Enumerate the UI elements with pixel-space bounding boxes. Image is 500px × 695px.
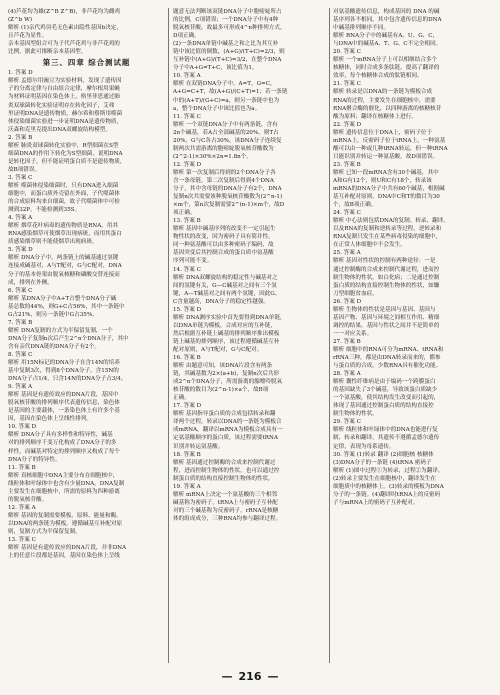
- text-line: 解析 生物体的性状是基因与基因、基因与: [333, 306, 436, 313]
- text-line: 制两次共需游离的胞嘧啶脱氧核苷酸数为: [173, 145, 274, 152]
- text-line: 核糖体，同时合成多条肽链，提高了翻译的: [333, 65, 440, 72]
- text-line: 解析 mRNA上决定一个氨基酸的三个相邻: [173, 491, 278, 498]
- text-line: 体现了基因通过控制蛋白质的结构直接控: [333, 403, 434, 410]
- text-line: DNA分子的特异性。: [8, 456, 61, 463]
- text-line: 与蛋白质的合成，少数RNA具有催化功能。: [333, 363, 442, 370]
- text-line: rRNA三种，都是由DNA转录而来的，都参: [333, 355, 441, 362]
- text-line: 对的三个碱基称为反密码子，rRNA是核糖: [173, 507, 279, 514]
- text-line: 解析 基因是有遗传效应的DNA片段，基因中: [8, 392, 119, 399]
- text-line: 解析 (1)图中过程①为转录，过程②为翻译。: [333, 467, 444, 474]
- text-line: 因，基因在染色体上呈线性排列。: [8, 416, 92, 423]
- text-line: 解析 一个双链DNA分子中有两条链，含有: [173, 121, 278, 128]
- text-line: 16. 答案 B: [173, 355, 201, 362]
- column-divider: [329, 8, 330, 663]
- text-line: 8. 答案 C: [8, 351, 33, 358]
- text-line: 脱氧核苷酸，故最多可形成4^n种排列方式，: [173, 25, 286, 32]
- text-line: RNA复制只发生在某些病毒侵染的细胞中，: [333, 234, 442, 241]
- text-line: 项正确。: [173, 210, 196, 217]
- text-line: 里证明DNA是遗传物质，赫尔希和蔡斯用噬菌: [8, 110, 123, 117]
- text-line: 解析 真核细胞中DNA主要分布在细胞核中，: [8, 472, 119, 479]
- text-line: 以DNA的两条链为模板，遵循碱基互补配对原: [8, 520, 123, 527]
- text-line: 主要发生在细胞核中，所需的原料为四种游离: [8, 488, 120, 495]
- text-line: 6. 答案 C: [8, 287, 33, 294]
- text-line: 的合成原料均来自细菌，故子代噬菌体中可检: [8, 199, 120, 206]
- text-line: 脱氧核苷酸的排列顺序代表遗传信息，染色体: [8, 400, 120, 407]
- text-line: (2^2-1)×30%×2n=1.8n个。: [173, 153, 252, 160]
- text-line: 的比例，C项错误；一个DNA分子中有4种: [173, 17, 279, 24]
- text-line: 解析 细胞中的RNA可分为mRNA、tRNA和: [333, 346, 444, 353]
- text-line: 解析 由题意可知，该DNA片段含有两条: [173, 363, 273, 370]
- text-line: 解析 在双链DNA分子中，A=T，G=C，: [173, 81, 276, 88]
- text-line: 一个氨基酸，使其结构发生改变而引起的，: [333, 395, 440, 402]
- text-line: 解析 基因中碱基序列的改变不一定引起生: [173, 226, 276, 233]
- text-line: 比例，据此可推断亲本基因型。: [8, 49, 87, 56]
- text-line: 在正常人体细胞中不会发生。: [333, 242, 406, 249]
- text-line: 12. 答案 A: [8, 504, 36, 511]
- text-line: 解析 线粒体和叶绿体中的DNA也能进行复: [333, 427, 438, 434]
- text-line: 细菌DNA的作用下转化为S型细菌，说明DNA: [8, 150, 123, 157]
- text-line: 26. 答案 D: [333, 298, 362, 305]
- text-line: 解析 一个mRNA分子上可以相继结合多个: [333, 57, 438, 64]
- text-line: 解析 中心法则包括DNA的复制、转录、翻译，: [333, 218, 449, 225]
- text-line: 一一对应关系。: [333, 330, 373, 337]
- text-line: 解析 DNA分子具有多样性和特异性，碱基: [8, 432, 113, 439]
- text-line: 分子，其中含母链的DNA分子有2个，DNA: [173, 186, 282, 193]
- text-line: 基总数的44%，则G+C占56%，其中一条链中: [8, 303, 125, 310]
- text-line: 酸可以由一种或几种tRNA转运，但一种tRNA: [333, 145, 448, 152]
- text-line: 解析 烟草花叶病毒的遗传物质是RNA，用其: [8, 223, 119, 230]
- text-line: 18. 答案 B: [173, 451, 201, 458]
- text-line: 30. 答案 (1)转录 翻译 (2)细胞核 核糖体: [333, 451, 434, 458]
- text-line: 链中该比值的倒数，(A+G)/(T+C)=2/3，则: [173, 49, 285, 56]
- text-line: 解析 肺炎双球菌转化实验中，R型细菌在S型: [8, 142, 119, 149]
- text-line: 通过控制酶的合成来控制代谢过程，进而控: [333, 266, 440, 273]
- text-line: 物性状的改变，因为密码子具有简并性，: [173, 234, 274, 241]
- text-line: (2)一条DNA单链中碱基之和之比为其互补: [173, 41, 279, 48]
- text-line: 酸为原料；翻译在核糖体上进行。: [333, 113, 417, 120]
- text-line: a，整个DNA分子中该比值也为a。: [173, 105, 261, 112]
- text-line: 炎双球菌转化实验证明存在转化因子，艾弗: [8, 102, 115, 109]
- column-2: [173, 8, 325, 523]
- text-line: 中碱基排列顺序不同。: [333, 25, 389, 32]
- text-line: 14. 答案 C: [173, 266, 201, 273]
- text-line: 细胞中，而蛋白质外壳留在外面，子代噬菌体: [8, 191, 120, 198]
- text-line: mRNA上，反密码子位于tRNA上，一种氨基: [333, 137, 446, 144]
- text-line: 细胞质中的核糖体上。(3)转录的模板为DNA: [333, 483, 444, 490]
- text-line: 15. 答案 D: [173, 306, 202, 313]
- text-line: 链，其碱基数为2×(a+b)，复制n次后共形: [173, 371, 280, 378]
- text-line: 基因突变后其控制合成的蛋白质中氨基酸: [173, 250, 274, 257]
- text-line: 质感染烟草则不能使烟草出现病斑。: [8, 239, 98, 246]
- text-line: 配对原则，A与T配对，G与C配对。: [173, 346, 263, 353]
- text-line: 解析 基因指导蛋白质的合成包括转录和翻: [173, 411, 276, 418]
- text-line: C含量越高，DNA分子的稳定性越强。: [173, 298, 270, 305]
- text-line: 题意无法判断该双链DNA分子中胞嘧啶所占: [173, 9, 282, 15]
- column-3: [333, 8, 493, 507]
- text-line: (Z^b W): [8, 17, 33, 24]
- text-line: 13. 答案 C: [8, 537, 36, 544]
- text-line: 子的分离定律与自由组合定律，摩尔根用果蝇: [8, 86, 120, 93]
- text-line: mRNA的DNA分子中共有60个碱基，根据碱: [333, 186, 445, 193]
- text-line: 中的(A+T)/(G+C)=a，则另一条链中也为: [173, 97, 280, 104]
- text-line: 刀型细胞贫血症。: [333, 290, 378, 297]
- text-line: 链上碱基的排列顺序，该过程遵循碱基互补: [173, 338, 280, 345]
- text-line: 7. 答案 B: [8, 319, 33, 326]
- text-line: 序列可能不变。: [173, 258, 213, 265]
- text-line: 识别并转运氨基酸。: [173, 443, 224, 450]
- text-line: 解析 基因通过控制酶的合成来控制代谢过: [173, 459, 276, 466]
- text-line: 解析 囊性纤维病是由于编码一个跨膜蛋白: [333, 379, 436, 386]
- text-line: 9. 答案 A: [8, 384, 33, 391]
- text-line: 个，故B项正确。: [333, 202, 377, 209]
- text-line: 键，A—T碱基对之间有两个氢键，因此G、: [173, 290, 281, 297]
- text-line: 正确。: [173, 395, 190, 402]
- text-line: 基因产物、基因与环境之间相互作用、精细: [333, 314, 440, 321]
- text-line: 是基因的主要载体，一条染色体上有许多个基: [8, 408, 120, 415]
- text-line: 11. 答案 B: [8, 464, 36, 471]
- text-line: 制、转录和翻译，其遗传不遵循孟德尔遗传: [333, 435, 440, 442]
- text-line: 效率，每个核糖体合成的肽链相同。: [333, 73, 423, 80]
- text-line: 10. 答案 A: [173, 73, 201, 80]
- text-line: 的基因缺失了3个碱基，导致该蛋白质缺少: [333, 387, 438, 394]
- text-line: 解析 孟德尔用豌豆为实验材料，发现了遗传因: [8, 78, 122, 85]
- text-line: 连接成碱基对，A与T配对，G与C配对，DNA: [8, 263, 122, 270]
- text-line: 只能识别并转运一种氨基酸，故D项错误。: [333, 153, 439, 160]
- text-line: 测到32P，不能检测到35S。: [8, 207, 81, 214]
- text-line: 基序列各不相同，其中包含遗传信息的DNA: [333, 17, 442, 24]
- text-line: 成mRNA，翻译以mRNA为模板合成具有一: [173, 427, 283, 434]
- text-line: 子与mRNA上的密码子互补配对。: [333, 499, 419, 506]
- text-line: 解析 已知一段mRNA含有30个碱基，其中: [333, 169, 439, 176]
- text-line: 成2^n个DNA分子，所需游离的腺嘌呤脱氧: [173, 379, 283, 386]
- text-line: 2n个碱基，若A占全部碱基的20%，则T占: [173, 129, 279, 136]
- text-line: 以DNA单链为模板，合成对应的互补链，: [173, 322, 276, 329]
- text-line: 解析 DNA测序实验中首先要得到DNA单链，: [173, 314, 286, 321]
- page-number: 216: [238, 670, 262, 683]
- text-line: 分子中A+G=T+C，该比值为1。: [173, 65, 258, 72]
- text-line: (4)芦花均为雄(Z^B Z^B)，非芦花均为雌鸡: [8, 9, 121, 15]
- text-line: 20. 答案 C: [333, 49, 361, 56]
- text-line: RNA的过程，主要发生在细胞核中，需要: [333, 97, 436, 104]
- text-line: 28. 答案 A: [333, 371, 361, 378]
- text-line: 复制n次共需要该种脱氧核苷酸数为(2^n-1): [173, 194, 283, 201]
- column-divider: [168, 8, 169, 663]
- text-line: 分子的基本骨架由脱氧核糖和磷酸交替连接而: [8, 271, 120, 278]
- text-line: 13. 答案 B: [173, 218, 201, 225]
- text-line: 与DNA中的碱基A、T、G、C不完全相同。: [333, 41, 442, 48]
- text-line: 对氨基酸遗传信息，构成基因的 DNA 的碱: [333, 9, 440, 15]
- text-line: A和G有12个，则U和C有18个，转录该: [333, 177, 432, 184]
- text-line: 成，排列在外侧。: [8, 279, 53, 286]
- text-line: 解析 用15N标记的DNA分子在含14N的培养: [8, 360, 120, 367]
- text-line: 含一条母链，第二次复制后得到4个DNA: [173, 177, 274, 184]
- text-line: 亲本基因型组合可为子代芦花鸡与非芦花鸡的: [8, 41, 120, 48]
- text-line: 则，复制方式为半保留复制。: [8, 529, 81, 535]
- text-line: 然后根据互补链上碱基的排列顺序推出模板: [173, 330, 280, 337]
- column-1: [8, 8, 165, 560]
- text-line: G占21%，则另一条链中G占35%。: [8, 311, 98, 318]
- text-line: 线粒体和叶绿体中也含有少量DNA，DNA复制: [8, 480, 125, 487]
- text-line: 基互补配对原则，DNA中C和T的数目为30: [333, 194, 440, 201]
- text-line: 解析 DNA分子中，两条链上的碱基通过氢键: [8, 255, 119, 262]
- text-line: 2. 答案 B: [8, 134, 33, 141]
- text-line: 核苷酸的数目为(2^n-1)×a个，故B项: [173, 387, 269, 394]
- text-line: 故B项错误。: [8, 166, 41, 173]
- text-line: 29. 答案 C: [333, 419, 361, 426]
- page-number-footer: — 216 —: [221, 670, 279, 683]
- text-line: 解析 基因的复制需要模板、原料、能量和酶，: [8, 512, 122, 519]
- text-line: 制蛋白质的结构直接控制生物体的性状。: [173, 475, 274, 482]
- text-line: 沃森和克里克提出DNA双螺旋结构模型。: [8, 126, 111, 133]
- text-line: 解析 基因是有遗传效应的DNA片段，并非DNA: [8, 545, 127, 552]
- text-line: 解析 DNA双螺旋结构的稳定性与碱基对之: [173, 274, 278, 281]
- text-line: 解析 遗传信息位于DNA上，密码子位于: [333, 129, 433, 136]
- text-line: 19. 答案 A: [173, 483, 201, 490]
- text-line: 含有亲代DNA链的DNA分子有2个。: [8, 343, 100, 350]
- text-line: 是转化因子，但不能证明蛋白质不是遗传物质，: [8, 158, 126, 165]
- text-line: 解析 转录是以DNA的一条链为模板合成: [333, 89, 433, 96]
- text-line: 5. 答案 D: [8, 247, 33, 254]
- text-line: 的脱氧核苷酸。: [8, 496, 48, 503]
- text-line: DNA分子占1/4，只含14N的DNA分子占3/4。: [8, 376, 127, 383]
- text-line: (3)DNA分子的一条链 (4)tRNA 密码子: [333, 459, 432, 466]
- text-line: 体侵染细菌实验进一步证明DNA是遗传物质，: [8, 118, 123, 125]
- text-line: 制生物体的性状，如白化病；二是通过控制: [333, 274, 440, 281]
- text-line: 样性，而碱基对特定的排列顺序又构成了每个: [8, 448, 120, 455]
- text-line: 体的组成成分，三种RNA均参与翻译过程。: [173, 515, 282, 522]
- text-line: 程，进而控制生物体的性状，也可以通过控: [173, 467, 280, 474]
- text-line: 间的氢键有关，G—C碱基对之间有三个氢: [173, 282, 277, 289]
- text-line: 1. 答案 D: [8, 70, 33, 77]
- text-line: 12. 答案 D: [173, 161, 202, 168]
- text-line: 碱基称为密码子，tRNA上与密码子互补配: [173, 499, 278, 506]
- text-line: 4. 答案 A: [8, 215, 33, 222]
- text-line: 上的任意片段都是基因，基因在染色体上呈线: [8, 553, 120, 560]
- text-line: 17. 答案 D: [173, 403, 202, 410]
- text-line: 解析 噬菌体侵染细菌时，只有DNA进入细菌: [8, 182, 119, 189]
- text-line: 22. 答案 D: [333, 121, 362, 128]
- text-line: 解析 某DNA分子中A+T占整个DNA分子碱: [8, 295, 117, 302]
- text-line: 且芦花为显性。: [8, 33, 48, 40]
- text-line: 解析 DNA复制的方式为半保留复制，一个: [8, 327, 113, 334]
- text-line: 10. 答案 D: [8, 424, 37, 431]
- text-line: 蛋白质的结构直接控制生物体的性状，如镰: [333, 282, 440, 289]
- text-line: 24. 答案 C: [333, 210, 361, 217]
- text-line: D项正确。: [173, 33, 200, 40]
- text-line: 27. 答案 B: [333, 338, 361, 345]
- text-line: 23. 答案 B: [333, 161, 361, 168]
- text-line: 基中复制3次，得到8个DNA分子，含15N的: [8, 368, 119, 375]
- text-line: 对的排列顺序千变万化构成了DNA分子的多: [8, 440, 117, 447]
- section-title: 第三、四章 综合测试题: [42, 58, 131, 68]
- text-line: 以及RNA的复制和逆转录等过程，逆转录和: [333, 226, 442, 233]
- text-line: RNA聚合酶的催化，以四种游离的核糖核苷: [333, 105, 442, 112]
- text-line: 20%，G与C各占30%，该DNA分子连续复: [173, 137, 282, 144]
- text-line: 分子的一条链。(4)翻译时tRNA上的反密码: [333, 491, 441, 498]
- text-line: 解析 RNA分子中的碱基有A、U、G、C，: [333, 33, 439, 40]
- text-line: (2)转录主要发生在细胞核中，翻译发生在: [333, 475, 437, 482]
- text-line: RNA感染烟草可使烟草出现病斑，而用其蛋白: [8, 231, 122, 238]
- text-line: 21. 答案 C: [333, 81, 361, 88]
- text-line: 定律，表现为母系遗传。: [333, 443, 395, 450]
- text-line: 同一种氨基酸可以由多种密码子编码，故: [173, 242, 274, 249]
- text-line: 译两个过程，转录以DNA的一条链为模板合: [173, 419, 282, 426]
- text-line: 定氨基酸顺序的蛋白质，该过程需要tRNA: [173, 435, 278, 442]
- text-line: ×m个，第n次复制需要2^(n-1)×m个，故D: [173, 202, 285, 209]
- text-line: 11. 答案 C: [173, 113, 201, 120]
- text-line: A+G=C+T，故(A+G)/(C+T)=1；若一条链: [173, 89, 288, 96]
- text-line: 互补链中(A+G)/(T+C)=3/2，在整个DNA: [173, 57, 282, 64]
- text-line: DNA分子复制n次后产生2^n个DNA分子，其中: [8, 335, 129, 342]
- text-line: 25. 答案 A: [333, 250, 361, 257]
- text-line: 3. 答案 C: [8, 174, 33, 181]
- text-line: 解析 (1)亲代鸡羽毛无色素由隐性基因b决定，: [8, 25, 122, 32]
- text-line: 解析 基因对性状的控制有两种途径：一是: [333, 258, 436, 265]
- text-line: 制生物体的性状。: [333, 411, 378, 418]
- text-line: 解析 第一次复制后得到的2个DNA分子各: [173, 169, 276, 176]
- text-line: 为材料证明基因在染色体上，格里菲思通过肺: [8, 94, 120, 101]
- text-line: 调控的结果，基因与性状之间并不是简单的: [333, 322, 440, 329]
